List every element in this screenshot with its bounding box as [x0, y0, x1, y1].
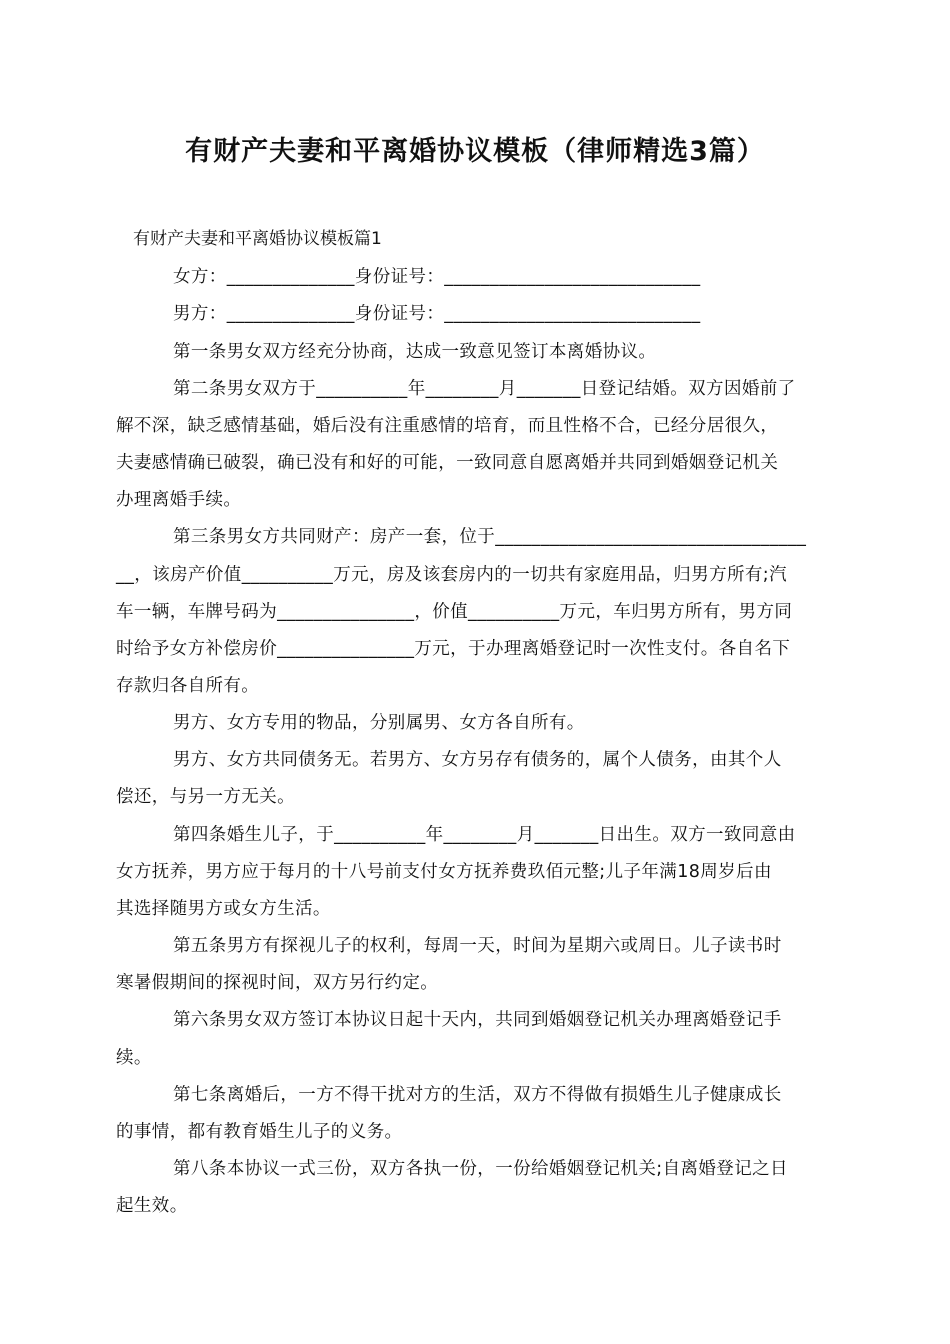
article-6-line-1: 第六条男女双方签订本协议日起十天内，共同到婚姻登记机关办理离婚登记手 — [173, 1010, 782, 1030]
article-3-line-5: 存款归各自所有。 — [116, 676, 260, 696]
article-3-line-4: 时给予女方补偿房价_______________万元，于办理离婚登记时一次性支付。各自名下 — [116, 639, 791, 659]
debts-line-1: 男方、女方共同债务无。若男方、女方另存有债务的，属个人债务，由其个人 — [173, 750, 782, 770]
article-2-line-4: 办理离婚手续。 — [116, 490, 242, 510]
article-4-line-2: 女方抚养，男方应于每月的十八号前支付女方抚养费玖佰元整;儿子年满18周岁后由 — [116, 862, 772, 882]
article-6-line-2: 续。 — [116, 1048, 152, 1068]
article-8-line-1: 第八条本协议一式三份，双方各执一份，一份给婚姻登记机关;自离婚登记之日 — [173, 1159, 788, 1179]
article-3-line-1: 第三条男女方共同财产：房产一套，位于__________________________________ — [173, 527, 807, 547]
article-5-line-1: 第五条男方有探视儿子的权利，每周一天，时间为星期六或周日。儿子读书时 — [173, 936, 782, 956]
female-party-line: 女方：______________身份证号：____________________________ — [173, 267, 701, 287]
article-4-line-3: 其选择随男方或女方生活。 — [116, 899, 331, 919]
article-7-line-2: 的事情，都有教育婚生儿子的义务。 — [116, 1122, 403, 1142]
article-3-line-3: 车一辆，车牌号码为_______________，价值__________万元，车归男方所有，男方同 — [116, 602, 793, 622]
article-4-line-1: 第四条婚生儿子，于__________年________月_______日出生。双方一致同意由 — [173, 825, 796, 845]
article-7-line-1: 第七条离婚后，一方不得干扰对方的生活，双方不得做有损婚生儿子健康成长 — [173, 1085, 782, 1105]
personal-items-paragraph: 男方、女方专用的物品，分别属男、女方各自所有。 — [173, 713, 585, 733]
article-2-line-3: 夫妻感情确已破裂，确已没有和好的可能，一致同意自愿离婚并共同到婚姻登记机关 — [116, 453, 779, 473]
article-3-line-2: __，该房产价值__________万元，房及该套房内的一切共有家庭用品，归男方所有;汽 — [116, 565, 787, 585]
article-5-line-2: 寒暑假期间的探视时间，双方另行约定。 — [116, 973, 439, 993]
article-2-line-1: 第二条男女双方于__________年________月_______日登记结婚。双方因婚前了 — [173, 379, 796, 399]
debts-line-2: 偿还，与另一方无关。 — [116, 787, 295, 807]
article-1: 第一条男女双方经充分协商，达成一致意见签订本离婚协议。 — [173, 342, 657, 362]
male-party-line: 男方：______________身份证号：____________________________ — [173, 304, 701, 324]
section-heading: 有财产夫妻和平离婚协议模板篇1 — [133, 229, 382, 249]
article-2-line-2: 解不深，缺乏感情基础，婚后没有注重感情的培育，而且性格不合，已经分居很久， — [116, 416, 779, 436]
article-8-line-2: 起生效。 — [116, 1196, 188, 1216]
page-title: 有财产夫妻和平离婚协议模板（律师精选3篇） — [185, 136, 765, 167]
